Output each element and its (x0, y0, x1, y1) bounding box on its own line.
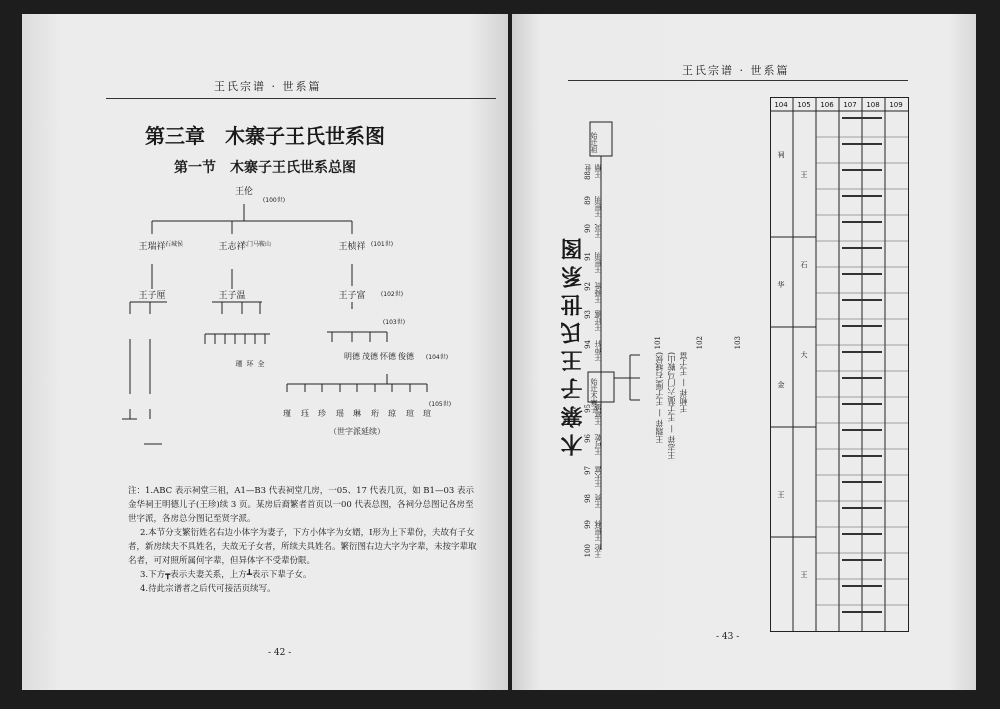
lineage-gen-97: 97 (584, 466, 592, 475)
lineage-name-100: 王伦 (594, 544, 602, 558)
lineage-gen-89: 89 (584, 196, 592, 205)
lineage-name-97: 王大富 (594, 466, 602, 487)
tree-mid-1: 瑾 (235, 360, 243, 368)
tree-gen-105: (105世) (428, 401, 452, 408)
right-page (512, 14, 976, 690)
son-line-3: 王桢祥 — 王子富 (679, 352, 688, 414)
table-col-label-8: 王 (800, 571, 808, 579)
tree-level5-1: 瑾 (283, 409, 291, 418)
lineage-gen-99: 99 (584, 520, 592, 529)
header-rule-right (568, 80, 908, 81)
son-line-2: 王志祥 — 王子温(六门马鞍山) (667, 352, 676, 460)
tree-branch-1-note: 石城侯 (164, 241, 184, 248)
family-tree-diagram (22, 14, 508, 454)
tree-level5-7: 琼 (388, 409, 396, 418)
running-head-right: 王氏宗谱 · 世系篇 (682, 64, 790, 77)
table-header-105: 105 (797, 101, 811, 109)
gen-label-102: 102 (696, 336, 704, 350)
tree-branch-3: 王桢祥 (338, 242, 366, 252)
tree-level5-3: 珍 (318, 409, 326, 418)
lineage-name-91: 王思明 (594, 252, 602, 273)
table-header-109: 109 (889, 101, 903, 109)
tree-branch-2: 王志祥 (218, 242, 246, 252)
lineage-name-89: 王思明 (594, 196, 602, 217)
lineage-gen-90: 90 (584, 224, 592, 233)
tree-gen-104: (104世) (425, 354, 449, 361)
tree-level4-3: 怀德 (380, 352, 396, 361)
lineage-gen-95: 95 (584, 404, 592, 413)
tree-branch-2-note: 六门马鞍山 (240, 241, 272, 248)
lineage-name-93: 王迁惠 (594, 310, 602, 331)
page-number-left: - 42 - (268, 648, 292, 658)
tree-branch-3-gen: (101世) (370, 241, 394, 248)
table-col-label-6: 大 (800, 351, 808, 359)
tree-level4-4: 俊德 (398, 352, 414, 361)
lineage-name-92: 王舜贵 (594, 282, 602, 303)
chapter-title: 第三章 木寨子王氏世系图 (145, 124, 385, 148)
tree-gen-103: (103世) (382, 319, 406, 326)
tree-level2-3: 王子富 (338, 291, 366, 301)
lineage-gen-94: 94 (584, 340, 592, 349)
tree-level5-6: 珩 (371, 409, 379, 418)
tree-level4-2: 茂德 (362, 352, 378, 361)
footnote-2: 2.本节分支繁衍姓名右边小体字为妻子，下方小体字为女婿，Ⅰ形为上下辈份，夫故有子女者，新房续夫不具姓名，夫故无子女者，所续夫具姓名。繁衍图右边大字为字辈，未按字辈取名者，可对照所属何字辈，但异体字不受辈份限。 (128, 528, 477, 566)
table-col-label-3: 华 (777, 281, 785, 289)
table-header-104: 104 (774, 101, 788, 109)
table-header-106: 106 (820, 101, 834, 109)
tree-level5-2: 珏 (301, 409, 309, 418)
table-col-label-1: 祠 (777, 151, 785, 159)
table-col-label-5: 石 (800, 261, 808, 269)
lineage-name-98: 王亮 (594, 494, 602, 508)
lineage-gen-92: 92 (584, 282, 592, 291)
section-title: 第一节 木寨子王氏世系总图 (174, 160, 356, 176)
table-col-label-7: 王 (777, 491, 785, 499)
tree-level5-4: 瑶 (336, 409, 344, 418)
lineage-gen-93: 93 (584, 310, 592, 319)
tree-level4-1: 明德 (344, 352, 360, 361)
vertical-title: 木寨子王氏世系图 (561, 232, 586, 456)
tree-continuation: （世字派延续） (329, 427, 385, 436)
tree-root-gen: (100世) (262, 197, 286, 204)
son-line-1: 王瑞祥 — 王子厘(石城侯) (655, 352, 664, 444)
lineage-gen-88: 88世 (584, 164, 592, 180)
table-header-107: 107 (843, 101, 857, 109)
tree-level2-2: 王子温 (218, 291, 246, 301)
lineage-gen-96: 96 (584, 434, 592, 443)
lineage-name-88: 王鼎 (594, 164, 602, 178)
tree-level2-3-gen: (102世) (380, 291, 404, 298)
gen-label-103: 103 (734, 336, 742, 350)
lineage-gen-98: 98 (584, 494, 592, 503)
box-mid-label: 始迁木寨子 (590, 378, 598, 413)
footnotes (128, 484, 480, 596)
table-header-108: 108 (866, 101, 880, 109)
lineage-name-96: 王可乾 (594, 434, 602, 455)
tree-root-name: 王伦 (234, 187, 254, 197)
footnote-4: 4.待此宗谱者之后代可接活页续写。 (140, 584, 276, 594)
tree-mid-2: 环 (246, 360, 254, 368)
tree-mid-3: 全 (257, 360, 265, 368)
tree-level5-5: 琳 (353, 409, 361, 418)
lineage-name-94: 王仲轩 (594, 340, 602, 361)
box-top-label: 始迁祖 (590, 132, 598, 153)
lineage-gen-100: 100 (584, 544, 592, 558)
tree-level5-9: 瑄 (423, 409, 431, 418)
page-number-right: - 43 - (716, 632, 740, 642)
lineage-name-95: 王富盛 (594, 404, 602, 425)
tree-branch-1: 王瑞祥 (138, 242, 166, 252)
table-col-label-4: 金 (777, 381, 785, 389)
gen-label-101: 101 (654, 336, 662, 350)
footnote-1: 注：1.ABC 表示祠堂三祖，A1—B3 代表祠堂几房，一05、17 代表几页，如 B1—03 表示金华祠王明德儿子(王珍)续 3 页。某房后裔繁者首页以一00 代表总图，各祠分总图记各房至世字派，各房总分图记至贤字派。 (128, 486, 474, 524)
generation-table (770, 97, 910, 633)
table-col-label-2: 王 (800, 171, 808, 179)
running-head-left: 王氏宗谱 · 世系篇 (214, 80, 322, 93)
tree-level2-1: 王子厘 (138, 291, 166, 301)
lineage-name-99: 王思林 (594, 520, 602, 541)
lineage-gen-91: 91 (584, 252, 592, 261)
footnote-3: 3.下方┳表示夫妻关系，上方┻表示下辈子女。 (140, 570, 312, 580)
tree-level5-8: 瑄 (406, 409, 414, 418)
lineage-name-90: 王炎 (594, 224, 602, 238)
left-page (22, 14, 508, 690)
